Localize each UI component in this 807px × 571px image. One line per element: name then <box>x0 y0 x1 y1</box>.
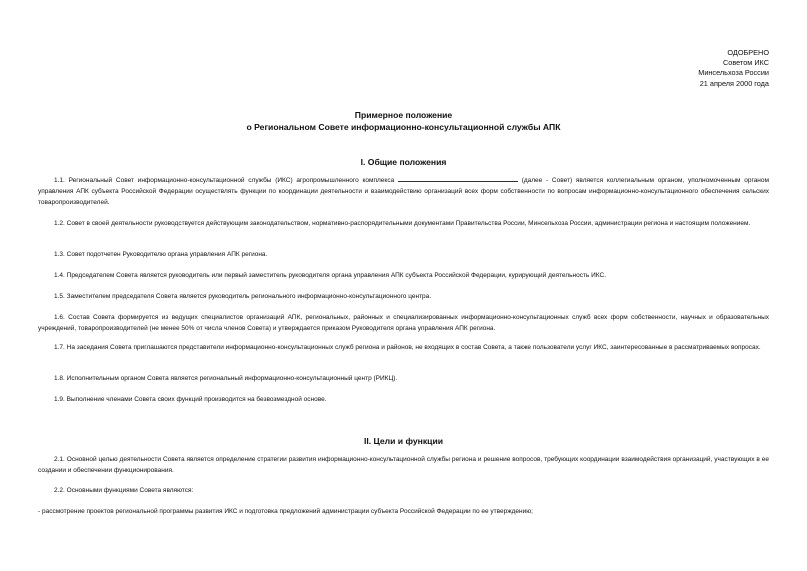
list-item: - рассмотрение проектов региональной программы развития ИКС и подготовка предложений администрации субъекта Российской Федерации по ее утверждению; <box>38 508 533 515</box>
paragraph-1-7: 1.7. На заседания Совета приглашаются представители информационно-консультационных служб региона и районов, не входящих в состав Совета, а также пользователи услуг ИКС, заинтересованные в рассматриваемых вопросах. <box>54 344 761 351</box>
paragraph-2-1: 2.1. Основной целью деятельности Совета является определение стратегии развития информационно-консультационной службы региона и решение вопросов, требующих координации взаимодействия организаций, участвующих в ее создании и обеспечении функционирования. <box>38 456 769 475</box>
paragraph-1-1-end: (далее - Совет) является коллегиальным органом, уполномоченным органом управления АПК субъекта Российской Федерации осуществлять функции по координации деятельности и взаимодействию организаций всех форм собственности по вопросам информационно-консультационного обеспечения сельских товаропроизводителей. <box>38 177 769 207</box>
paragraph-1-6: 1.6. Состав Совета формируется из ведущих специалистов организаций АПК, региональных, районных и специализированных информационно-консультационных служб всех форм собственности, научных и образовательных учреждений, товаропроизводителей (не менее 50% от числа членов Совета) и утверждается приказом Руководителя органа управления АПК региона. <box>38 314 769 333</box>
paragraph-1-1-start: 1.1. Региональный Совет информационно-консультационной службы (ИКС) агропромышленного комплекса <box>54 177 395 184</box>
section-2-heading: II. Цели и функции <box>363 436 444 446</box>
document-title <box>0 110 807 133</box>
paragraph-1-1 <box>38 175 769 209</box>
blank-fill-line <box>398 175 518 182</box>
paragraph-1-9: 1.9. Выполнение членами Совета своих функций производится на безвозмездной основе. <box>54 396 327 403</box>
paragraph-1-2: 1.2. Совет в своей деятельности руководствуется действующим законодательством, нормативно-распорядительными документами Правительства России, Минсельхоза России, администрации региона и настоящим положением. <box>54 220 751 227</box>
approval-date: 21 апреля 2000 года <box>699 78 769 88</box>
paragraph-1-8: 1.8. Исполнительным органом Совета является региональный информационно-консультационный центр (РИКЦ). <box>54 375 398 382</box>
paragraph-2-2: 2.2. Основными функциями Совета являются: <box>54 487 194 494</box>
approval-stamp <box>698 48 769 89</box>
approval-line-2: Советом ИКС <box>723 58 769 68</box>
paragraph-1-5: 1.5. Заместителем председателя Совета является руководитель регионального информационно-консультационного центра. <box>54 293 432 300</box>
title-line-1: Примерное положение <box>354 110 453 120</box>
paragraph-1-4: 1.4. Председателем Совета является руководитель или первый заместитель руководителя органа управления АПК субъекта Российской Федерации, курирующий деятельность ИКС. <box>54 272 607 279</box>
approval-line-1: ОДОБРЕНО <box>727 48 769 57</box>
section-1-heading: I. Общие положения <box>360 157 447 167</box>
paragraph-1-3: 1.3. Совет подотчетен Руководителю органа управления АПК региона. <box>54 251 268 258</box>
title-line-2: о Региональном Совете информационно-консультационной службы АПК <box>246 121 561 132</box>
approval-line-3: Минсельхоза России <box>698 68 769 78</box>
